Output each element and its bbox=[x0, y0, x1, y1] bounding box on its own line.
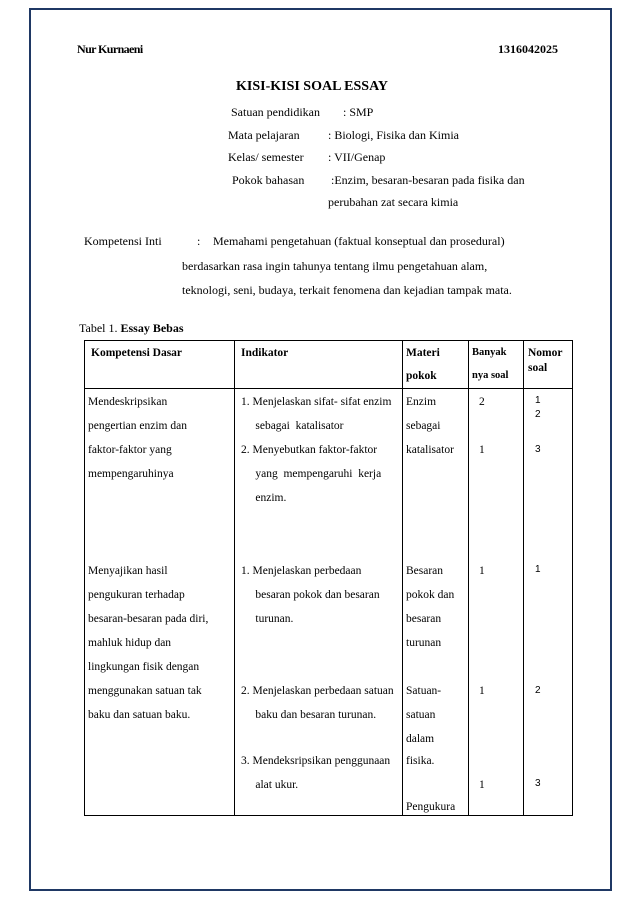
kd2-line-6: menggunakan satuan tak bbox=[88, 685, 202, 697]
meta-mapel-label: Mata pelajaran bbox=[228, 128, 300, 142]
header-nomor-line-2: soal bbox=[528, 362, 548, 374]
ind1-line-1: 1. Menjelaskan sifat- sifat enzim bbox=[241, 396, 392, 408]
ind2-line-6: 3. Mendeksripsikan penggunaan bbox=[241, 755, 391, 767]
nomor1-value-1: 1 bbox=[535, 395, 541, 406]
kompetensi-inti-line-2: berdasarkan rasa ingin tahunya tentang ilmu pengetahuan alam, bbox=[182, 259, 488, 273]
table-row bbox=[85, 389, 573, 816]
cell-indikator bbox=[235, 389, 403, 816]
kd2-line-3: besaran-besaran pada diri, bbox=[88, 613, 209, 625]
banyak2-value-2: 1 bbox=[479, 685, 485, 697]
materi2-line-2: pokok dan bbox=[406, 589, 455, 601]
materi2-line-8: fisika. bbox=[406, 755, 435, 767]
banyak2-value-1: 1 bbox=[479, 565, 485, 577]
header-nomor-soal bbox=[524, 341, 573, 389]
banyak1-value-2: 1 bbox=[479, 444, 485, 456]
materi2-line-7: dalam bbox=[406, 733, 435, 745]
nomor1-value-3: 3 bbox=[535, 444, 541, 455]
kd2-line-4: mahluk hidup dan bbox=[88, 637, 172, 649]
meta-satuan-label: Satuan pendidikan bbox=[231, 105, 320, 119]
header-materi-line-1: Materi bbox=[406, 347, 440, 359]
kompetensi-inti-line-1: Memahami pengetahuan (faktual konseptual dan prosedural) bbox=[213, 234, 505, 248]
kd1-line-4: mempengaruhinya bbox=[88, 468, 174, 480]
banyak2-value-3: 1 bbox=[479, 779, 485, 791]
ind1-line-3: 2. Menyebutkan faktor-faktor bbox=[241, 444, 378, 456]
meta-pokok-value-1: :Enzim, besaran-besaran pada fisika dan bbox=[331, 173, 525, 187]
header-banyak-line-2: nya soal bbox=[472, 370, 509, 381]
meta-pokok-value-2: perubahan zat secara kimia bbox=[328, 195, 459, 209]
kompetensi-inti-label: Kompetensi Inti bbox=[84, 234, 162, 248]
header-banyaknya-soal bbox=[469, 341, 524, 389]
cell-nomor-soal bbox=[524, 389, 573, 816]
meta-pokok-label: Pokok bahasan bbox=[232, 173, 305, 187]
kd2-line-5: lingkungan fisik dengan bbox=[88, 661, 200, 673]
materi1-line-3: katalisator bbox=[406, 444, 454, 456]
materi1-line-1: Enzim bbox=[406, 396, 437, 408]
essay-table bbox=[84, 340, 573, 816]
header-materi-pokok bbox=[403, 341, 469, 389]
kd2-line-7: baku dan satuan baku. bbox=[88, 709, 191, 721]
ind2-line-2: besaran pokok dan besaran bbox=[241, 589, 380, 601]
ind1-line-5: enzim. bbox=[241, 492, 287, 504]
meta-kelas-label: Kelas/ semester bbox=[228, 150, 304, 164]
meta-kelas-value: : VII/Genap bbox=[328, 150, 386, 164]
table-caption bbox=[79, 321, 184, 336]
materi2-line-6: satuan bbox=[406, 709, 436, 721]
header-banyak-line-1: Banyak bbox=[472, 347, 507, 358]
header-indikator bbox=[235, 341, 403, 389]
ind1-line-2: sebagai katalisator bbox=[241, 420, 344, 432]
table-caption-bold: Essay Bebas bbox=[120, 321, 184, 335]
kd2-line-1: Menyajikan hasil bbox=[88, 565, 168, 577]
table-caption-prefix: Tabel 1. bbox=[79, 321, 121, 335]
nomor2-value-1: 1 bbox=[535, 564, 541, 575]
materi2-line-1: Besaran bbox=[406, 565, 444, 577]
nomor1-value-2: 2 bbox=[535, 409, 541, 420]
cell-materi-pokok bbox=[403, 389, 469, 816]
header-nomor-line-1: Nomor bbox=[528, 347, 563, 359]
author-name: Nur Kurnaeni bbox=[77, 42, 143, 56]
cell-banyaknya-soal bbox=[469, 389, 524, 816]
kd1-line-1: Mendeskripsikan bbox=[88, 396, 168, 408]
ind2-line-3: turunan. bbox=[241, 613, 294, 625]
header-materi-line-2: pokok bbox=[406, 370, 437, 382]
kompetensi-inti-line-3: teknologi, seni, budaya, terkait fenomena dan kejadian tampak mata. bbox=[182, 283, 512, 297]
materi2-line-5: Satuan- bbox=[406, 685, 442, 697]
ind2-line-4: 2. Menjelaskan perbedaan satuan bbox=[241, 685, 394, 697]
header-indikator-text: Indikator bbox=[241, 347, 289, 359]
table-header-row bbox=[85, 341, 573, 389]
meta-satuan-value: : SMP bbox=[343, 105, 374, 119]
kompetensi-inti-colon: : bbox=[197, 234, 201, 248]
kd1-line-2: pengertian enzim dan bbox=[88, 420, 187, 432]
banyak1-value-1: 2 bbox=[479, 396, 485, 408]
materi2-line-3: besaran bbox=[406, 613, 442, 625]
page-title: KISI-KISI SOAL ESSAY bbox=[236, 79, 389, 94]
cell-kompetensi-dasar bbox=[85, 389, 235, 816]
student-id: 1316042025 bbox=[498, 42, 558, 56]
header-kd-text: Kompetensi Dasar bbox=[91, 347, 183, 359]
materi2-line-9: Pengukura bbox=[406, 801, 456, 813]
ind2-line-7: alat ukur. bbox=[241, 779, 299, 791]
nomor2-value-2: 2 bbox=[535, 685, 541, 696]
meta-mapel-value: : Biologi, Fisika dan Kimia bbox=[328, 128, 459, 142]
ind1-line-4: yang mempengaruhi kerja bbox=[241, 468, 382, 480]
ind2-line-1: 1. Menjelaskan perbedaan bbox=[241, 565, 362, 577]
materi2-line-4: turunan bbox=[406, 637, 442, 649]
materi1-line-2: sebagai bbox=[406, 420, 441, 432]
nomor2-value-3: 3 bbox=[535, 778, 541, 789]
kd1-line-3: faktor-faktor yang bbox=[88, 444, 172, 456]
header-kompetensi-dasar bbox=[85, 341, 235, 389]
ind2-line-5: baku dan besaran turunan. bbox=[241, 709, 377, 721]
kd2-line-2: pengukuran terhadap bbox=[88, 589, 185, 601]
